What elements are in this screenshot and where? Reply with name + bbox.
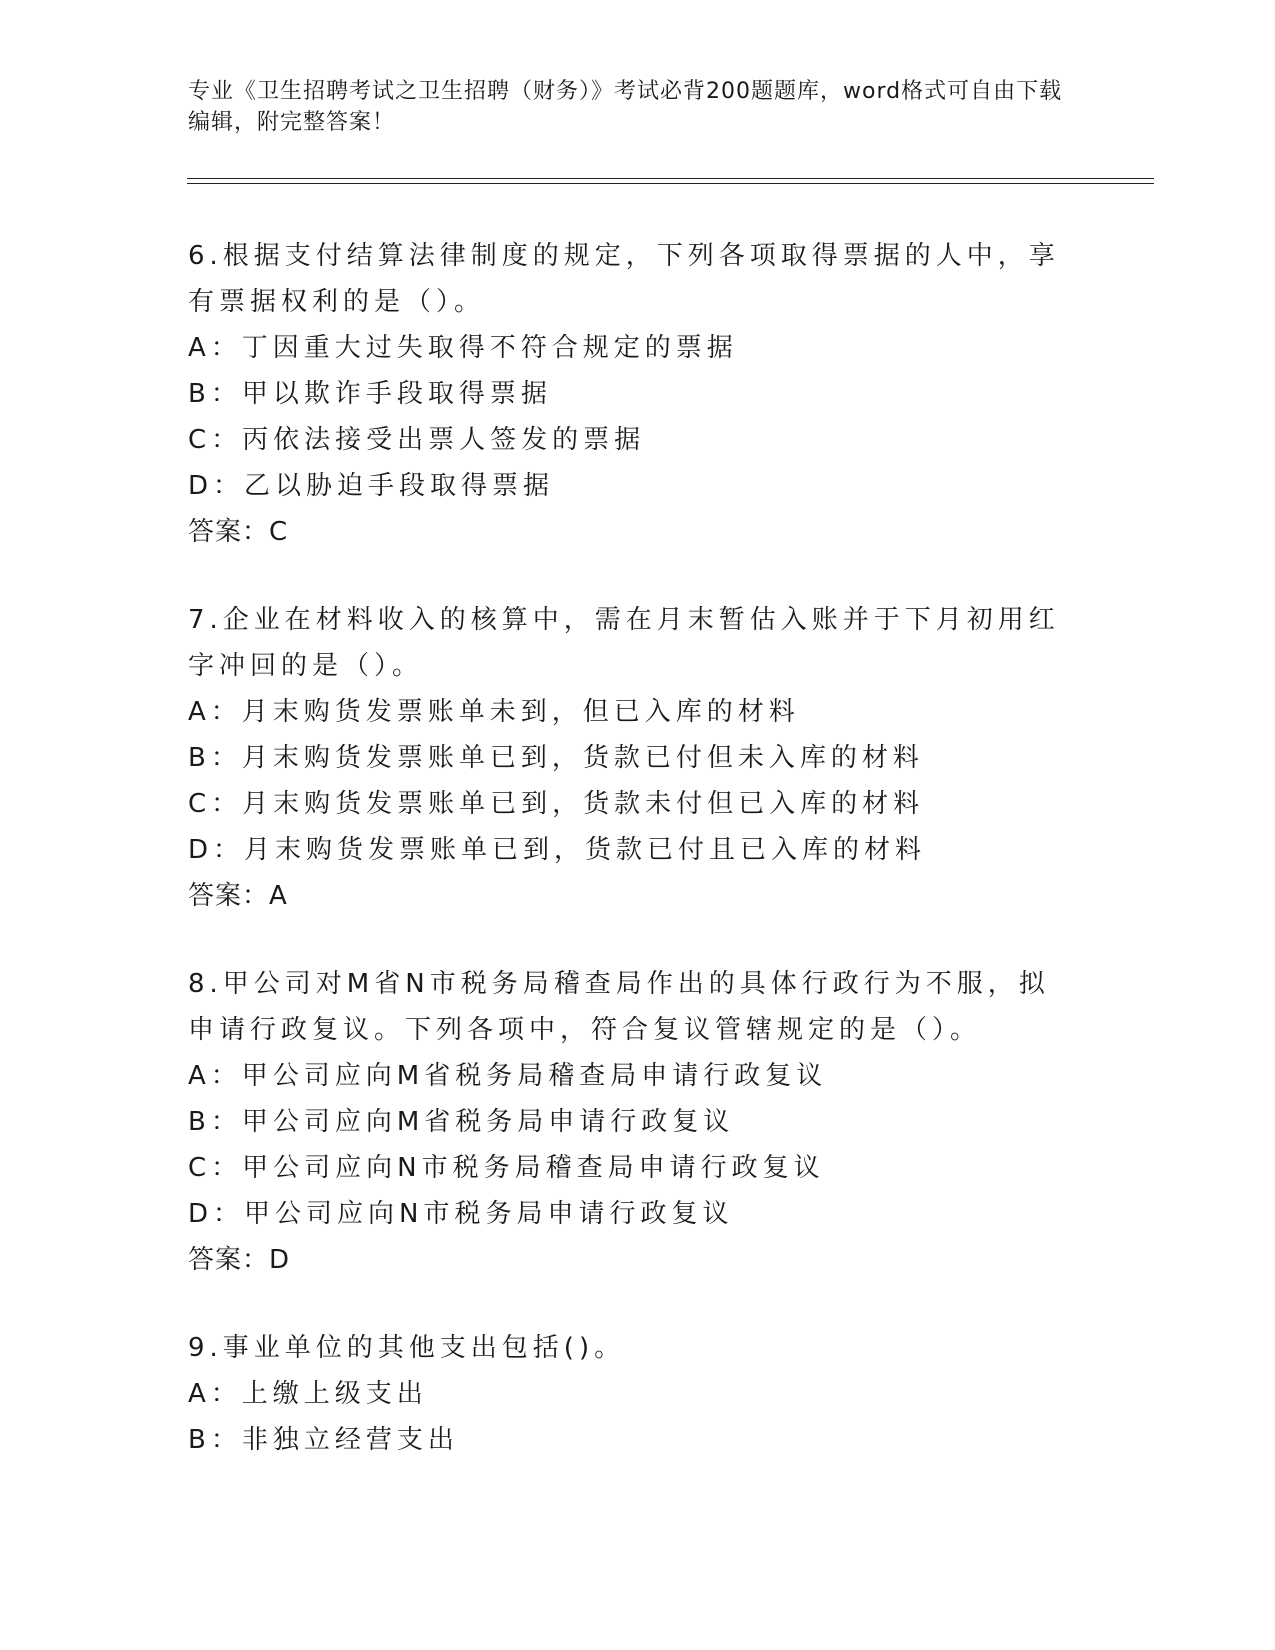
answer-line: 答案：A	[188, 881, 288, 911]
question-stem: 9.事业单位的其他支出包括()。	[188, 1333, 626, 1363]
option-a: A：月末购货发票账单未到，但已入库的材料	[188, 697, 800, 727]
option-a: A：上缴上级支出	[188, 1379, 428, 1409]
option-d: D：甲公司应向N市税务局申请行政复议	[188, 1199, 734, 1229]
answer-line: 答案：C	[188, 517, 289, 547]
option-d: D：月末购货发票账单已到，货款已付且已入库的材料	[188, 835, 927, 865]
question-6	[188, 233, 1068, 555]
question-8	[188, 961, 1068, 1283]
option-b: B：非独立经营支出	[188, 1425, 459, 1455]
option-c: C：月末购货发票账单已到，货款未付但已入库的材料	[188, 789, 925, 819]
option-b: B：甲公司应向M省税务局申请行政复议	[188, 1107, 735, 1137]
header-divider-top	[187, 178, 1154, 179]
option-a: A：甲公司应向M省税务局稽查局申请行政复议	[188, 1061, 828, 1091]
question-9	[188, 1325, 1068, 1463]
option-d: D：乙以胁迫手段取得票据	[188, 471, 555, 501]
option-c: C：甲公司应向N市税务局稽查局申请行政复议	[188, 1153, 825, 1183]
question-stem: 7.企业在材料收入的核算中，需在月末暂估入账并于下月初用红字冲回的是（）。	[188, 605, 1060, 681]
answer-line: 答案：D	[188, 1245, 291, 1275]
question-7	[188, 597, 1068, 919]
option-a: A：丁因重大过失取得不符合规定的票据	[188, 333, 738, 363]
document-header: 专业《卫生招聘考试之卫生招聘（财务）》考试必背200题题库，word格式可自由下载编辑，附完整答案！	[188, 79, 1063, 135]
option-b: B：甲以欺诈手段取得票据	[188, 379, 552, 409]
question-stem: 8.甲公司对M省N市税务局稽查局作出的具体行政行为不服，拟申请行政复议。下列各项中，符合复议管辖规定的是（）。	[188, 969, 1050, 1045]
option-b: B：月末购货发票账单已到，货款已付但未入库的材料	[188, 743, 924, 773]
question-stem: 6.根据支付结算法律制度的规定，下列各项取得票据的人中，享有票据权利的是（）。	[188, 241, 1060, 317]
option-c: C：丙依法接受出票人签发的票据	[188, 425, 646, 455]
header-divider-bottom	[187, 183, 1154, 184]
